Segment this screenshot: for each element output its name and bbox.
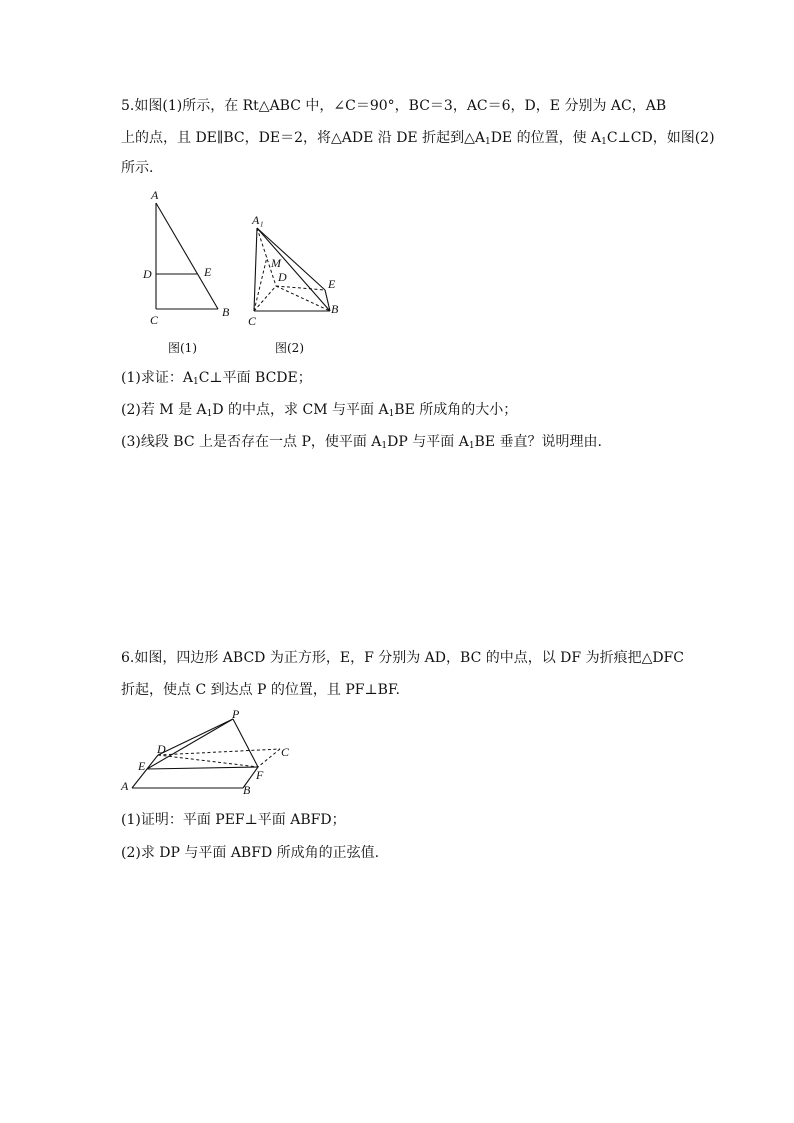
fig3-label-c: C (281, 745, 290, 759)
problem5-q2 (121, 400, 517, 420)
fig2-edge-a1b (257, 228, 330, 311)
subscript: 1 (381, 441, 388, 451)
problem5-q3-part1: (3)线段 BC 上是否存在一点 P，使平面 A (121, 434, 382, 450)
fig2-label-c: C (248, 314, 257, 328)
fig2-label-e: E (328, 277, 336, 291)
fig2-label-m: M (271, 256, 281, 270)
problem5-figure1 (140, 185, 250, 360)
fig3-label-f: F (256, 768, 264, 782)
problem6-q2: (2)求 DP 与平面 ABFD 所成角的正弦值. (121, 845, 380, 861)
problem5-q1-part2: C⊥平面 BCDE； (198, 370, 312, 386)
problem6-q1: (1)证明：平面 PEF⊥平面 ABFD； (121, 812, 346, 828)
problem5-line2-part1: 上的点，且 DE∥BC，DE＝2，将△ADE 沿 DE 折起到△A (121, 130, 485, 146)
fig3-label-a: A (121, 779, 129, 793)
problem5-figure2 (240, 210, 360, 360)
fig1-label-c: C (150, 313, 159, 327)
subscript: 1 (388, 409, 395, 419)
problem5-q2-part3: BE 所成角的大小； (394, 402, 518, 418)
subscript: 1 (468, 441, 475, 451)
problem5-line2-part2: DE 的位置，使 A (490, 130, 602, 146)
fig1-label-d: D (143, 267, 152, 281)
fig1-label-a: A (151, 188, 159, 202)
fig1-caption: 图(1) (168, 341, 197, 355)
problem5-line2 (121, 128, 715, 148)
fig3-edge-df (158, 755, 258, 767)
problem5-q3-part3: BE 垂直？说明理由. (474, 434, 602, 450)
fig2-edge-a1e (257, 228, 325, 290)
fig2-label-d: D (278, 270, 287, 284)
fig3-label-b: B (243, 783, 251, 797)
problem5-q2-part2: D 的中点，求 CM 与平面 A (212, 402, 389, 418)
subscript: 1 (192, 377, 199, 387)
subscript: 1 (601, 137, 607, 147)
fig3-label-d: D (157, 742, 166, 756)
fig2-label-a1: A₁ (252, 213, 264, 227)
problem6-figure (118, 708, 308, 798)
fig1-edge-ab (156, 203, 218, 309)
fig3-edge-dp (158, 719, 233, 755)
problem5-line1: 5.如图(1)所示，在 Rt△ABC 中，∠C＝90°，BC＝3，AC＝6，D，E 分别为 AC，AB (121, 98, 667, 114)
problem5-q3 (121, 432, 602, 452)
problem5-line2-part3: C⊥CD，如图(2) (606, 130, 715, 146)
subscript: 1 (206, 409, 213, 419)
fig3-edge-pf (233, 719, 258, 767)
fig1-label-e: E (204, 265, 212, 279)
fig3-edge-ed (147, 755, 158, 769)
problem6-line2: 折起，使点 C 到达点 P 的位置，且 PF⊥BF. (121, 682, 400, 698)
problem5-q2-part1: (2)若 M 是 A (121, 402, 207, 418)
subscript: 1 (484, 137, 491, 147)
problem5-q3-part2: DP 与平面 A (387, 434, 469, 450)
fig1-label-b: B (222, 305, 230, 319)
problem5-line3: 所示. (121, 160, 154, 176)
fig2-caption: 图(2) (275, 341, 304, 355)
problem6-line1: 6.如图，四边形 ABCD 为正方形，E，F 分别为 AD，BC 的中点，以 DF 为折痕把△DFC (121, 650, 684, 666)
fig2-label-b: B (331, 302, 339, 316)
problem5-q1 (121, 368, 312, 388)
fig3-label-e: E (138, 759, 146, 773)
fig3-edge-cf (258, 749, 280, 767)
fig3-edge-ef (147, 767, 258, 769)
problem5-q1-part1: (1)求证：A (121, 370, 193, 386)
fig3-label-p: P (232, 707, 240, 721)
